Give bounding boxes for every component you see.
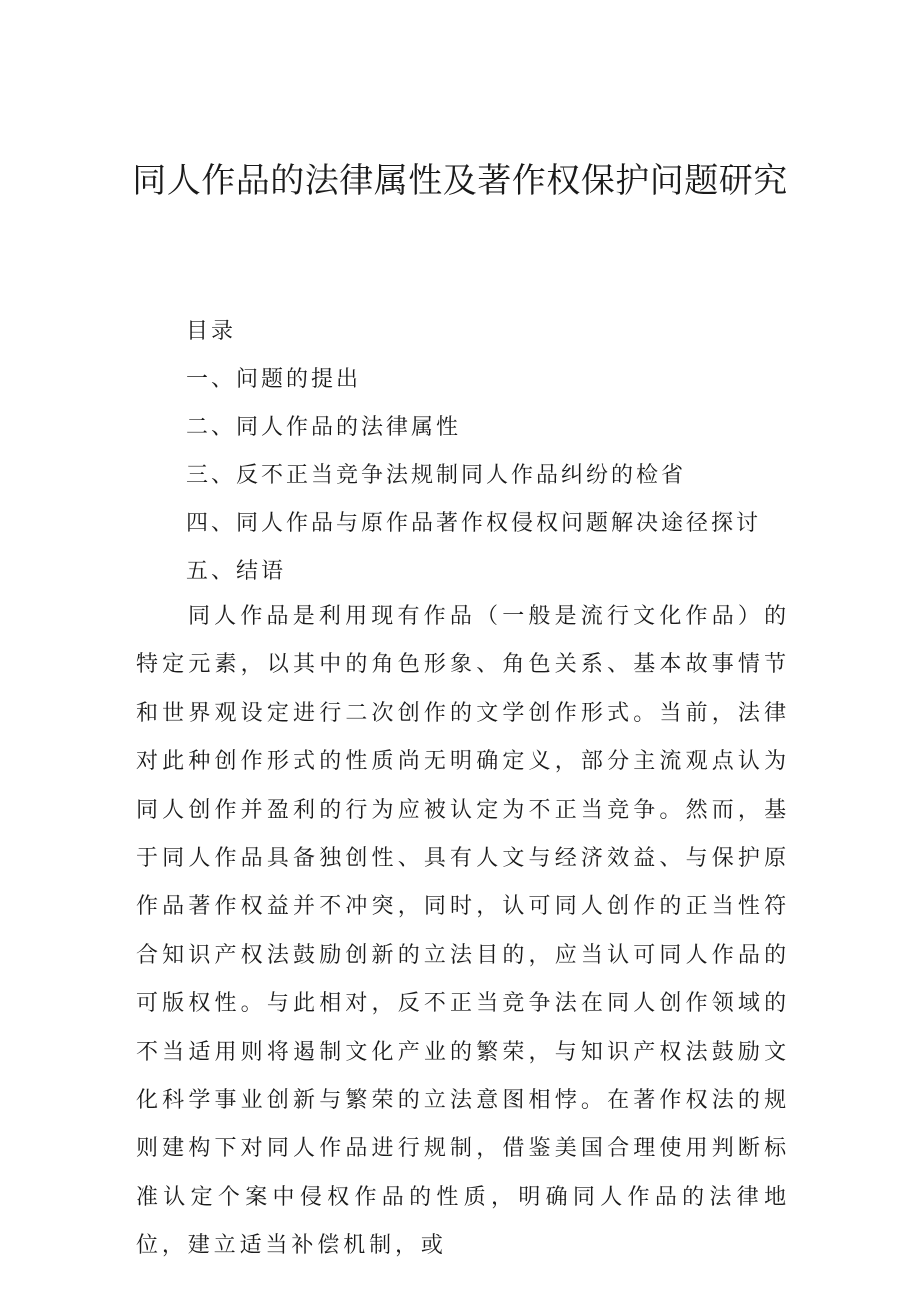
- toc-item: 二、同人作品的法律属性: [186, 415, 462, 440]
- document-title: 同人作品的法律属性及著作权保护问题研究: [132, 161, 788, 201]
- toc-item: 一、问题的提出: [186, 367, 362, 392]
- toc-item: 五、结语: [186, 559, 287, 584]
- abstract-paragraph: 同人作品是利用现有作品（一般是流行文化作品）的特定元素，以其中的角色形象、角色关系、基本故事情节和世界观设定进行二次创作的文学创作形式。当前，法律对此种创作形式的性质尚无明确定义，部分主流观点认为同人创作并盈利的行为应被认定为不正当竞争。然而，基于同人作品具备独创性、具有人文与经济效益、与保护原作品著作权益并不冲突，同时，认可同人创作的正当性符合知识产权法鼓励创新的立法目的，应当认可同人作品的可版权性。与此相对，反不正当竞争法在同人创作领域的不当适用则将遏制文化产业的繁荣，与知识产权法鼓励文化科学事业创新与繁荣的立法意图相悖。在著作权法的规则建构下对同人作品进行规制，借鉴美国合理使用判断标准认定个案中侵权作品的性质，明确同人作品的法律地位，建立适当补偿机制，或: [136, 604, 790, 1259]
- table-of-contents: [186, 356, 806, 596]
- toc-item: 三、反不正当竞争法规制同人作品纠纷的检省: [186, 463, 687, 488]
- toc-heading: 目录: [186, 319, 237, 344]
- toc-item: 四、同人作品与原作品著作权侵权问题解决途径探讨: [186, 511, 762, 536]
